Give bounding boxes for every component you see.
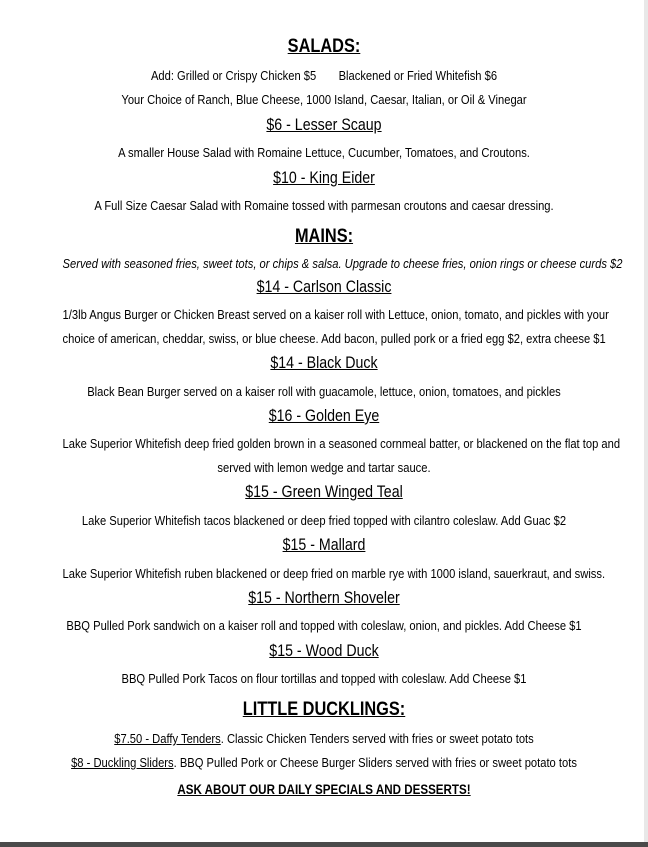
item-desc-black-duck: Black Bean Burger served on a kaiser roll with guacamole, lettuce, onion, tomatoes, and pickles xyxy=(87,384,561,399)
item-title-carlson-classic: $14 - Carlson Classic xyxy=(256,278,392,296)
item-title-wood-duck: $15 - Wood Duck xyxy=(269,642,379,660)
item-desc-duckling-sliders: . BBQ Pulled Pork or Cheese Burger Sliders served with fries or sweet potato tots xyxy=(173,755,577,770)
item-desc-mallard: Lake Superior Whitefish ruben blackened or deep fried on marble rye with 1000 island, sauerkraut, and swiss. xyxy=(62,566,606,581)
item-title-king-eider: $10 - King Eider xyxy=(273,169,375,187)
page-edge xyxy=(644,0,648,842)
duckling-item-duckling-sliders xyxy=(63,755,586,770)
item-title-golden-eye: $16 - Golden Eye xyxy=(268,407,380,425)
mains-note: Served with seasoned fries, sweet tots, or chips & salsa. Upgrade to cheese fries, onion rings or cheese curds $2 xyxy=(62,256,623,271)
salads-heading: SALADS: xyxy=(287,36,361,57)
item-desc-golden-eye-1: Lake Superior Whitefish deep fried golden brown in a seasoned cornmeal batter, or blackened on the flat top and xyxy=(62,436,621,451)
item-desc-carlson-classic-2: choice of american, cheddar, swiss, or blue cheese. Add bacon, pulled pork or a fried egg $2, extra cheese $1 xyxy=(62,331,606,346)
item-desc-king-eider: A Full Size Caesar Salad with Romaine tossed with parmesan croutons and caesar dressing. xyxy=(94,198,554,213)
item-desc-daffy-tenders: . Classic Chicken Tenders served with fries or sweet potato tots xyxy=(220,731,534,746)
item-desc-green-winged-teal: Lake Superior Whitefish tacos blackened or deep fried topped with cilantro coleslaw. Add Guac $2 xyxy=(81,513,567,528)
item-title-duckling-sliders: $8 - Duckling Sliders xyxy=(71,755,174,770)
salads-add-ons xyxy=(63,68,586,83)
mains-heading: MAINS: xyxy=(294,226,354,247)
item-title-northern-shoveler: $15 - Northern Shoveler xyxy=(248,589,400,607)
item-title-black-duck: $14 - Black Duck xyxy=(270,354,378,372)
duckling-item-daffy-tenders xyxy=(63,731,586,746)
item-desc-wood-duck: BBQ Pulled Pork Tacos on flour tortillas and topped with coleslaw. Add Cheese $1 xyxy=(121,671,527,686)
item-desc-northern-shoveler: BBQ Pulled Pork sandwich on a kaiser roll and topped with coleslaw, onion, and pickles. Add Cheese $1 xyxy=(66,618,582,633)
add-chicken-text: Add: Grilled or Crispy Chicken $5 xyxy=(150,68,317,83)
add-fish-text: Blackened or Fried Whitefish $6 xyxy=(338,68,498,83)
item-desc-lesser-scaup: A smaller House Salad with Romaine Lettuce, Cucumber, Tomatoes, and Croutons. xyxy=(118,145,530,160)
item-title-green-winged-teal: $15 - Green Winged Teal xyxy=(245,483,403,501)
dressing-choices: Your Choice of Ranch, Blue Cheese, 1000 Island, Caesar, Italian, or Oil & Vinegar xyxy=(121,92,527,107)
item-title-daffy-tenders: $7.50 - Daffy Tenders xyxy=(114,731,221,746)
page-divider xyxy=(0,842,648,847)
item-desc-carlson-classic-1: 1/3lb Angus Burger or Chicken Breast served on a kaiser roll with Lettuce, onion, tomato, and pickles with your xyxy=(62,307,609,322)
ducklings-heading: LITTLE DUCKLINGS: xyxy=(242,699,406,720)
item-title-lesser-scaup: $6 - Lesser Scaup xyxy=(266,116,382,134)
item-title-mallard: $15 - Mallard xyxy=(282,536,366,554)
item-desc-golden-eye-2: served with lemon wedge and tartar sauce. xyxy=(217,460,431,475)
daily-specials-note: ASK ABOUT OUR DAILY SPECIALS AND DESSERTS! xyxy=(177,782,471,797)
